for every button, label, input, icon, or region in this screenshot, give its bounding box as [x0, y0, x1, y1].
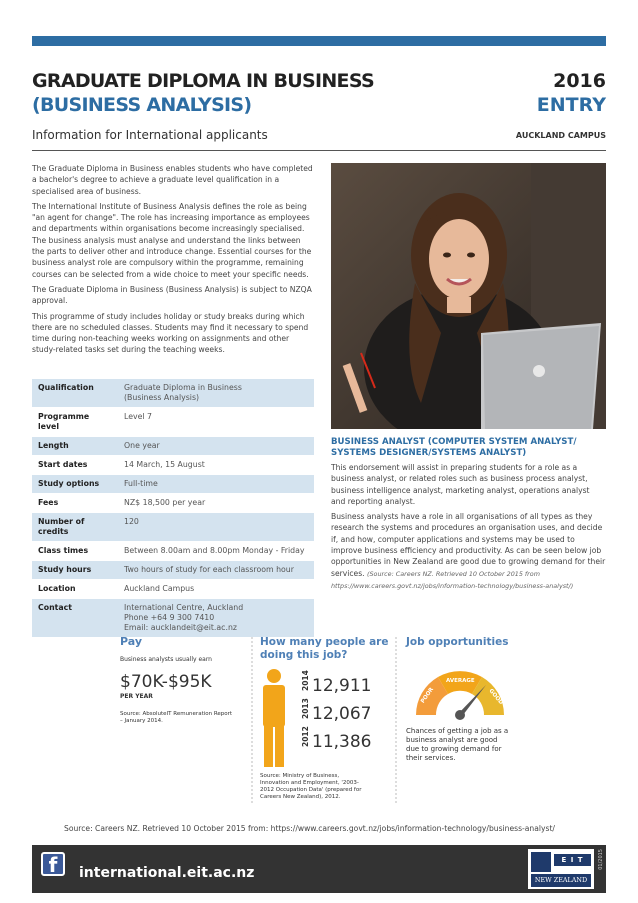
job-gauge	[416, 671, 504, 720]
table-row	[32, 513, 314, 542]
info-key: Programme level	[32, 408, 118, 437]
info-key: Location	[32, 580, 118, 599]
intro-paragraph: The International Institute of Business Analysis defines the role as being "an agent for change". The role has increasing importance as employees and departments within organisations become increasingly specialised. The business analysis must analyse and understand the links between the parts to deliver other and introduce change. Essential courses for the business analyst role are compulsory within the programme, remaining courses can be selected from a wide choice to meet your specific needs.	[32, 201, 312, 279]
info-value: NZ$ 18,500 per year	[118, 494, 314, 513]
pay-caption: Business analysts usually earn	[120, 656, 212, 663]
pay-range: $70K-$95K	[120, 672, 212, 692]
section-paragraph: This endorsement will assist in preparing students for a role as a business analyst, or related roles such as business process analyst, business intelligence analyst, marketing analyst, operations analyst and reporting analyst.	[331, 463, 590, 506]
info-value: Auckland Campus	[118, 580, 314, 599]
info-key: Number of credits	[32, 513, 118, 542]
info-value: Level 7	[118, 408, 314, 437]
info-value: Between 8.00am and 8.00pm Monday - Friday	[118, 542, 314, 561]
info-value: 14 March, 15 August	[118, 456, 314, 475]
page-subtitle: Information for International applicants	[32, 128, 268, 142]
info-key: Study hours	[32, 561, 118, 580]
people-source-line2: Innovation and Employment, '2003-	[260, 780, 359, 786]
table-row	[32, 542, 314, 561]
section-source: (Source: Careers NZ. Retrieved 10 October 2015 from https://www.careers.govt.nz/jobs/information-technology/business-analyst/)	[331, 569, 574, 590]
section-paragraph: Business analysts have a role in all organisations of all types as they research the systems and procedures an organisation uses, and decide if, and how, computer applications and systems may be used to improve business efficiency and productivity. As can be seen below job opportunities in New Zealand are good due to growing demand for their services. (Source: Careers NZ. Retrieved 10 October 2015 from https://www.careers.govt.nz/jobs/information-technology/business-analyst/)	[331, 512, 606, 590]
info-value: International Centre, Auckland Phone +64 9 300 7410 Email: aucklandeit@eit.ac.nz	[118, 599, 314, 638]
pay-source-line1: Source: AbsoluteIT Remuneration Report	[120, 711, 233, 717]
info-key: Class times	[32, 542, 118, 561]
people-title-line2: doing this job?	[260, 649, 348, 661]
table-row	[32, 561, 314, 580]
intro-paragraph: The Graduate Diploma in Business (Business Analysis) is subject to NZQA approval.	[32, 284, 312, 306]
page-title-line2: (BUSINESS ANALYSIS)	[32, 94, 252, 116]
table-row	[32, 599, 314, 638]
gauge-average-label: AVERAGE	[446, 678, 475, 684]
document-code: 01/2015	[598, 849, 604, 870]
table-row	[32, 580, 314, 599]
student-photo	[331, 163, 606, 429]
people-source-line3: 2012 Occupation Data' (prepared for	[260, 787, 362, 793]
table-row	[32, 408, 314, 437]
info-key: Qualification	[32, 379, 118, 408]
eit-logo-letters: E I T	[554, 854, 591, 866]
year-2013: 2013	[301, 698, 310, 719]
info-value: 120	[118, 513, 314, 542]
info-key: Study options	[32, 475, 118, 494]
table-row	[32, 437, 314, 456]
count-2012: 11,386	[312, 732, 372, 752]
count-2014: 12,911	[312, 676, 372, 696]
section-heading: BUSINESS ANALYST (COMPUTER SYSTEM ANALYST/ SYSTEMS DESIGNER/SYSTEMS ANALYST)	[331, 437, 577, 458]
year-2012: 2012	[301, 726, 310, 747]
jobs-title: Job opportunities	[406, 636, 509, 648]
person-icon	[263, 669, 285, 767]
campus-label: AUCKLAND CAMPUS	[515, 131, 606, 140]
page-title-line1: GRADUATE DIPLOMA IN BUSINESS	[32, 70, 374, 92]
info-key: Start dates	[32, 456, 118, 475]
eit-crest-icon	[531, 852, 551, 872]
pay-period: PER YEAR	[120, 693, 153, 700]
jobs-caption-line2: business analyst are good	[406, 736, 498, 744]
footer-bar	[32, 845, 606, 893]
section-body	[331, 462, 606, 596]
student-with-laptop-image	[331, 163, 606, 429]
eit-logo	[528, 849, 594, 889]
gauge-poor-label: POOR	[420, 686, 436, 705]
people-title-line1: How many people are	[260, 636, 389, 648]
jobs-caption-line3: due to growing demand for	[406, 745, 502, 753]
info-value: One year	[118, 437, 314, 456]
source-citation: Source: Careers NZ. Retrieved 10 October 2015 from: https://www.careers.govt.nz/jobs/information-technology/business-analyst/	[64, 824, 555, 833]
pay-title: Pay	[120, 635, 143, 648]
eit-logo-nz: NEW ZEALAND	[531, 874, 591, 887]
info-value: Full-time	[118, 475, 314, 494]
info-key: Fees	[32, 494, 118, 513]
table-row	[32, 456, 314, 475]
website-link[interactable]: international.eit.ac.nz	[79, 865, 255, 881]
entry-label: ENTRY	[536, 94, 606, 116]
entry-year: 2016	[553, 70, 606, 92]
facebook-icon[interactable]: f	[41, 852, 65, 876]
info-value: Two hours of study for each classroom hour	[118, 561, 314, 580]
jobs-caption-line1: Chances of getting a job as a	[406, 727, 509, 735]
jobs-caption-line4: their services.	[406, 754, 456, 762]
count-2013: 12,067	[312, 704, 372, 724]
top-accent-bar	[32, 36, 606, 46]
info-key: Length	[32, 437, 118, 456]
people-source-line1: Source: Ministry of Business,	[260, 773, 340, 779]
careers-infographic	[114, 633, 524, 815]
info-value: Graduate Diploma in Business (Business Analysis)	[118, 379, 314, 408]
gauge-good-label: GOOD	[487, 688, 504, 707]
programme-info-table	[32, 379, 314, 638]
table-row	[32, 475, 314, 494]
intro-paragraph: This programme of study includes holiday or study breaks during which there are no scheduled classes. Students may find it necessary to spend time during non-teaching weeks working on assignments and other study-related tasks set during the teaching weeks.	[32, 311, 309, 355]
people-source-line4: Careers New Zealand), 2012.	[260, 794, 341, 800]
header-divider	[32, 150, 606, 151]
intro-paragraph: The Graduate Diploma in Business enables students who have completed a bachelor's degree to achieve a graduate level qualification in a specialised area of business.	[32, 164, 313, 196]
pay-source-line2: – January 2014.	[120, 718, 163, 724]
table-row	[32, 494, 314, 513]
info-key: Contact	[32, 599, 118, 638]
year-2014: 2014	[301, 670, 310, 691]
intro-text	[32, 163, 314, 360]
table-row	[32, 379, 314, 408]
